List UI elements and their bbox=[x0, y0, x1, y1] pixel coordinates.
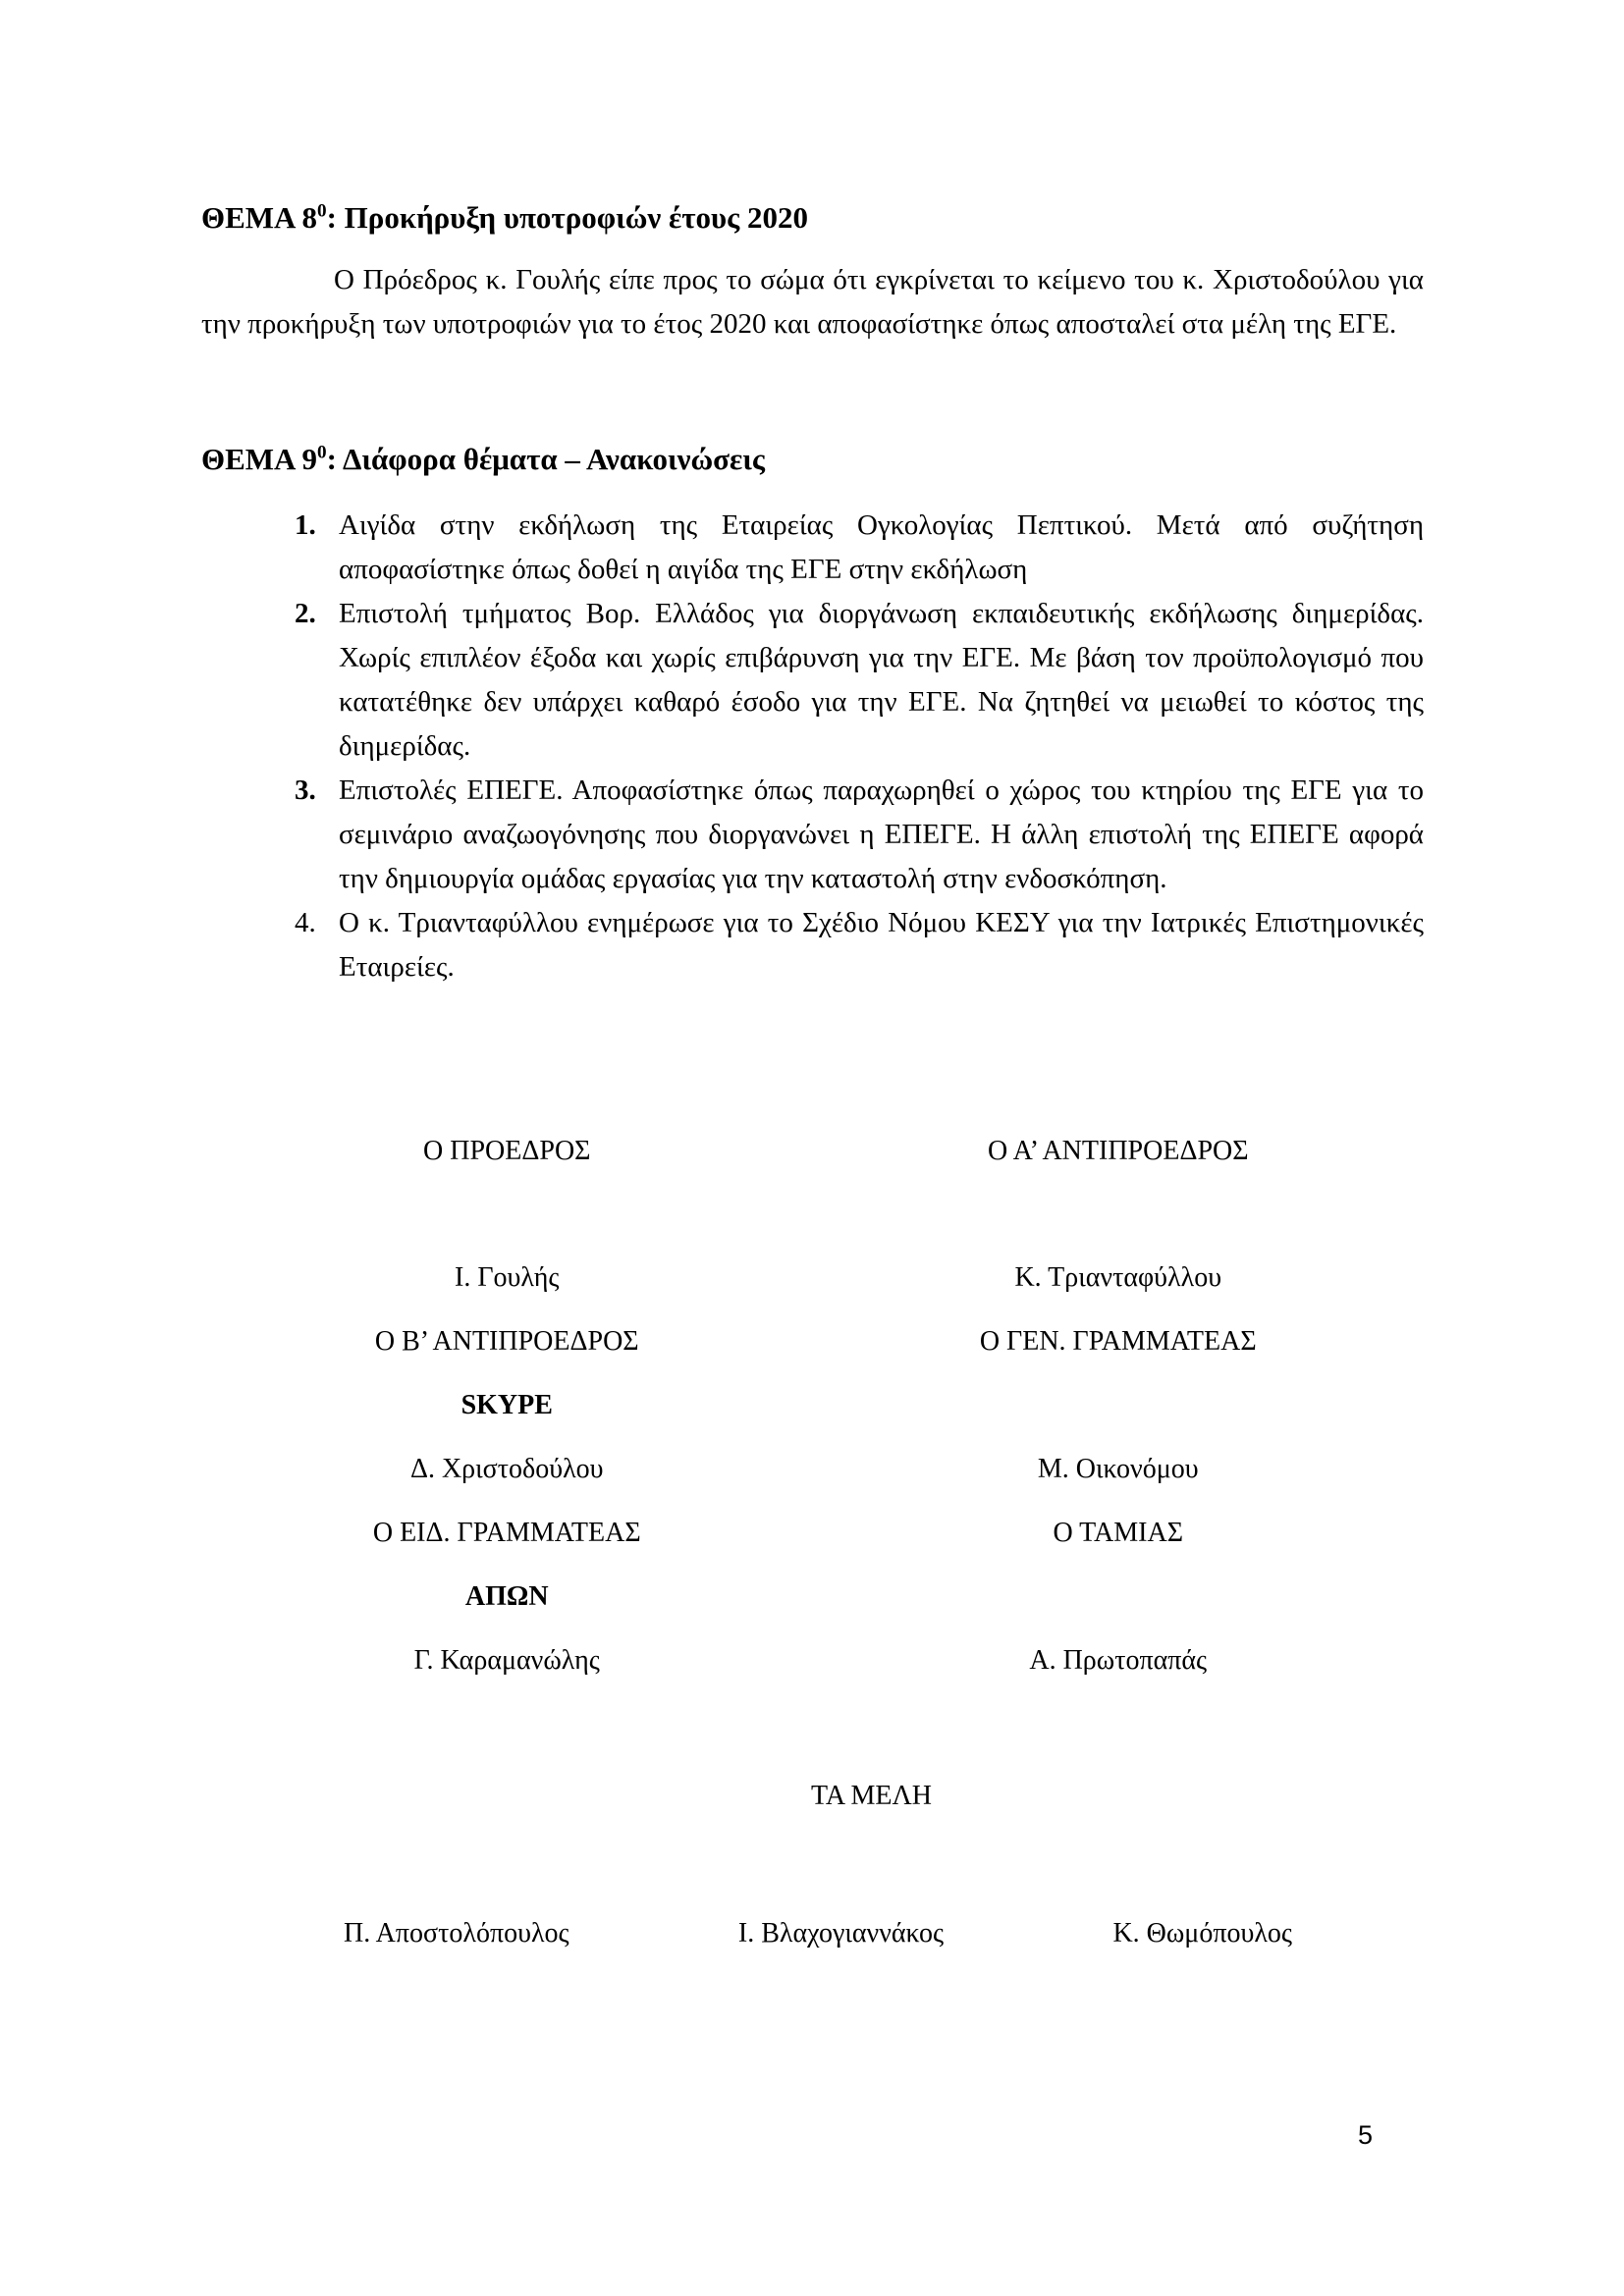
list-item bbox=[201, 769, 1424, 901]
list-item-number: 4. bbox=[295, 907, 316, 938]
members-title: ΤΑ ΜΕΛΗ bbox=[810, 1781, 933, 1811]
signature-row-note bbox=[201, 1582, 1424, 1612]
list-item-number: 3. bbox=[295, 774, 316, 806]
topic-9-section bbox=[201, 441, 1424, 989]
signature-name-general-secretary: Μ. Οικονόμου bbox=[1037, 1454, 1199, 1484]
members-row bbox=[344, 1919, 1292, 1949]
topic-9-heading bbox=[201, 441, 1424, 478]
signature-row-names bbox=[201, 1263, 1424, 1293]
signature-title-general-secretary: Ο ΓΕΝ. ΓΡΑΜΜΑΤΕΑΣ bbox=[979, 1326, 1257, 1357]
topic-9-list bbox=[201, 504, 1424, 989]
signature-name-treasurer: Α. Πρωτοπαπάς bbox=[1029, 1645, 1208, 1676]
signature-row-titles bbox=[201, 1137, 1424, 1166]
signature-row-names bbox=[201, 1455, 1424, 1484]
topic-8-heading bbox=[201, 199, 1424, 237]
signature-note-empty bbox=[813, 1391, 1425, 1420]
signature-title-special-secretary: Ο ΕΙΔ. ΓΡΑΜΜΑΤΕΑΣ bbox=[372, 1518, 641, 1548]
signature-name-vice-president-a: Κ. Τριανταφύλλου bbox=[1014, 1262, 1222, 1293]
signature-name-president: Ι. Γουλής bbox=[455, 1262, 560, 1293]
member-name: Κ. Θωμόπουλος bbox=[1112, 1918, 1292, 1949]
signature-note-skype: SKYPE bbox=[460, 1390, 553, 1420]
topic-8-heading-superscript: 0 bbox=[316, 200, 327, 222]
topic-8-heading-rest: : Προκήρυξη υποτροφιών έτους 2020 bbox=[326, 200, 808, 235]
list-item-text: Ο κ. Τριανταφύλλου ενημέρωσε για το Σχέδιο Νόμου ΚΕΣΥ για την Ιατρικές Επιστημονικές Εταιρείες. bbox=[339, 907, 1424, 983]
signature-row-titles bbox=[201, 1327, 1424, 1357]
signature-title-vice-president-b: Ο Β’ ΑΝΤΙΠΡΟΕΔΡΟΣ bbox=[374, 1326, 639, 1357]
list-item-text: Επιστολή τμήματος Βορ. Ελλάδος για διοργάνωση εκπαιδευτικής εκδήλωσης διημερίδας. Χωρίς επιπλέον έξοδα και χωρίς επιβάρυνση για την ΕΓΕ. Με βάση τον προϋπολογισμό που κατατέθηκε δεν υπάρχει καθαρό έσοδο για την ΕΓΕ. Να ζητηθεί να μειωθεί το κόστος της διημερίδας. bbox=[339, 598, 1424, 762]
signature-title-president: Ο ΠΡΟΕΔΡΟΣ bbox=[423, 1136, 591, 1166]
signature-note-absent: ΑΠΩΝ bbox=[464, 1581, 549, 1612]
signature-title-treasurer: Ο ΤΑΜΙΑΣ bbox=[1053, 1518, 1184, 1548]
page-number: 5 bbox=[1358, 2120, 1374, 2150]
list-item-number: 1. bbox=[295, 509, 316, 541]
signature-row-names bbox=[201, 1646, 1424, 1676]
list-item-number: 2. bbox=[295, 598, 316, 629]
signature-block bbox=[201, 1137, 1424, 1676]
member-name: Π. Αποστολόπουλος bbox=[344, 1918, 569, 1949]
signature-name-special-secretary: Γ. Καραμανώλης bbox=[413, 1645, 600, 1676]
list-item-text: Επιστολές ΕΠΕΓΕ. Αποφασίστηκε όπως παραχωρηθεί ο χώρος του κτηρίου της ΕΓΕ για το σεμινάριο αναζωογόνησης που διοργανώνει η ΕΠΕΓΕ. Η άλλη επιστολή της ΕΠΕΓΕ αφορά την δημιουργία ομάδας εργασίας για την καταστολή στην ενδοσκόπηση. bbox=[339, 774, 1424, 894]
topic-9-heading-prefix: ΘΕΜΑ 9 bbox=[201, 442, 317, 476]
list-item bbox=[201, 901, 1424, 989]
signature-row-titles bbox=[201, 1519, 1424, 1548]
signature-name-vice-president-b: Δ. Χριστοδούλου bbox=[409, 1454, 604, 1484]
list-item bbox=[201, 504, 1424, 592]
topic-9-heading-rest: : Διάφορα θέματα – Ανακοινώσεις bbox=[326, 442, 765, 476]
list-item-text: Αιγίδα στην εκδήλωση της Εταιρείας Ογκολογίας Πεπτικού. Μετά από συζήτηση αποφασίστηκε όπως δοθεί η αιγίδα της ΕΓΕ στην εκδήλωση bbox=[339, 509, 1424, 585]
list-item bbox=[201, 592, 1424, 769]
signature-title-vice-president-a: Ο Α’ ΑΝΤΙΠΡΟΕΔΡΟΣ bbox=[987, 1136, 1249, 1166]
topic-8-section bbox=[201, 199, 1424, 347]
topic-8-paragraph: Ο Πρόεδρος κ. Γουλής είπε προς το σώμα ότι εγκρίνεται το κείμενο του κ. Χριστοδούλου για την προκήρυξη των υποτροφιών για το έτος 2020 και αποφασίστηκε όπως αποσταλεί στα μέλη της ΕΓΕ. bbox=[201, 264, 1424, 340]
topic-9-heading-superscript: 0 bbox=[316, 442, 327, 463]
member-name: Ι. Βλαχογιαννάκος bbox=[737, 1918, 945, 1949]
signature-note-empty bbox=[813, 1582, 1425, 1612]
signature-row-note bbox=[201, 1391, 1424, 1420]
topic-8-heading-prefix: ΘΕΜΑ 8 bbox=[201, 200, 317, 235]
